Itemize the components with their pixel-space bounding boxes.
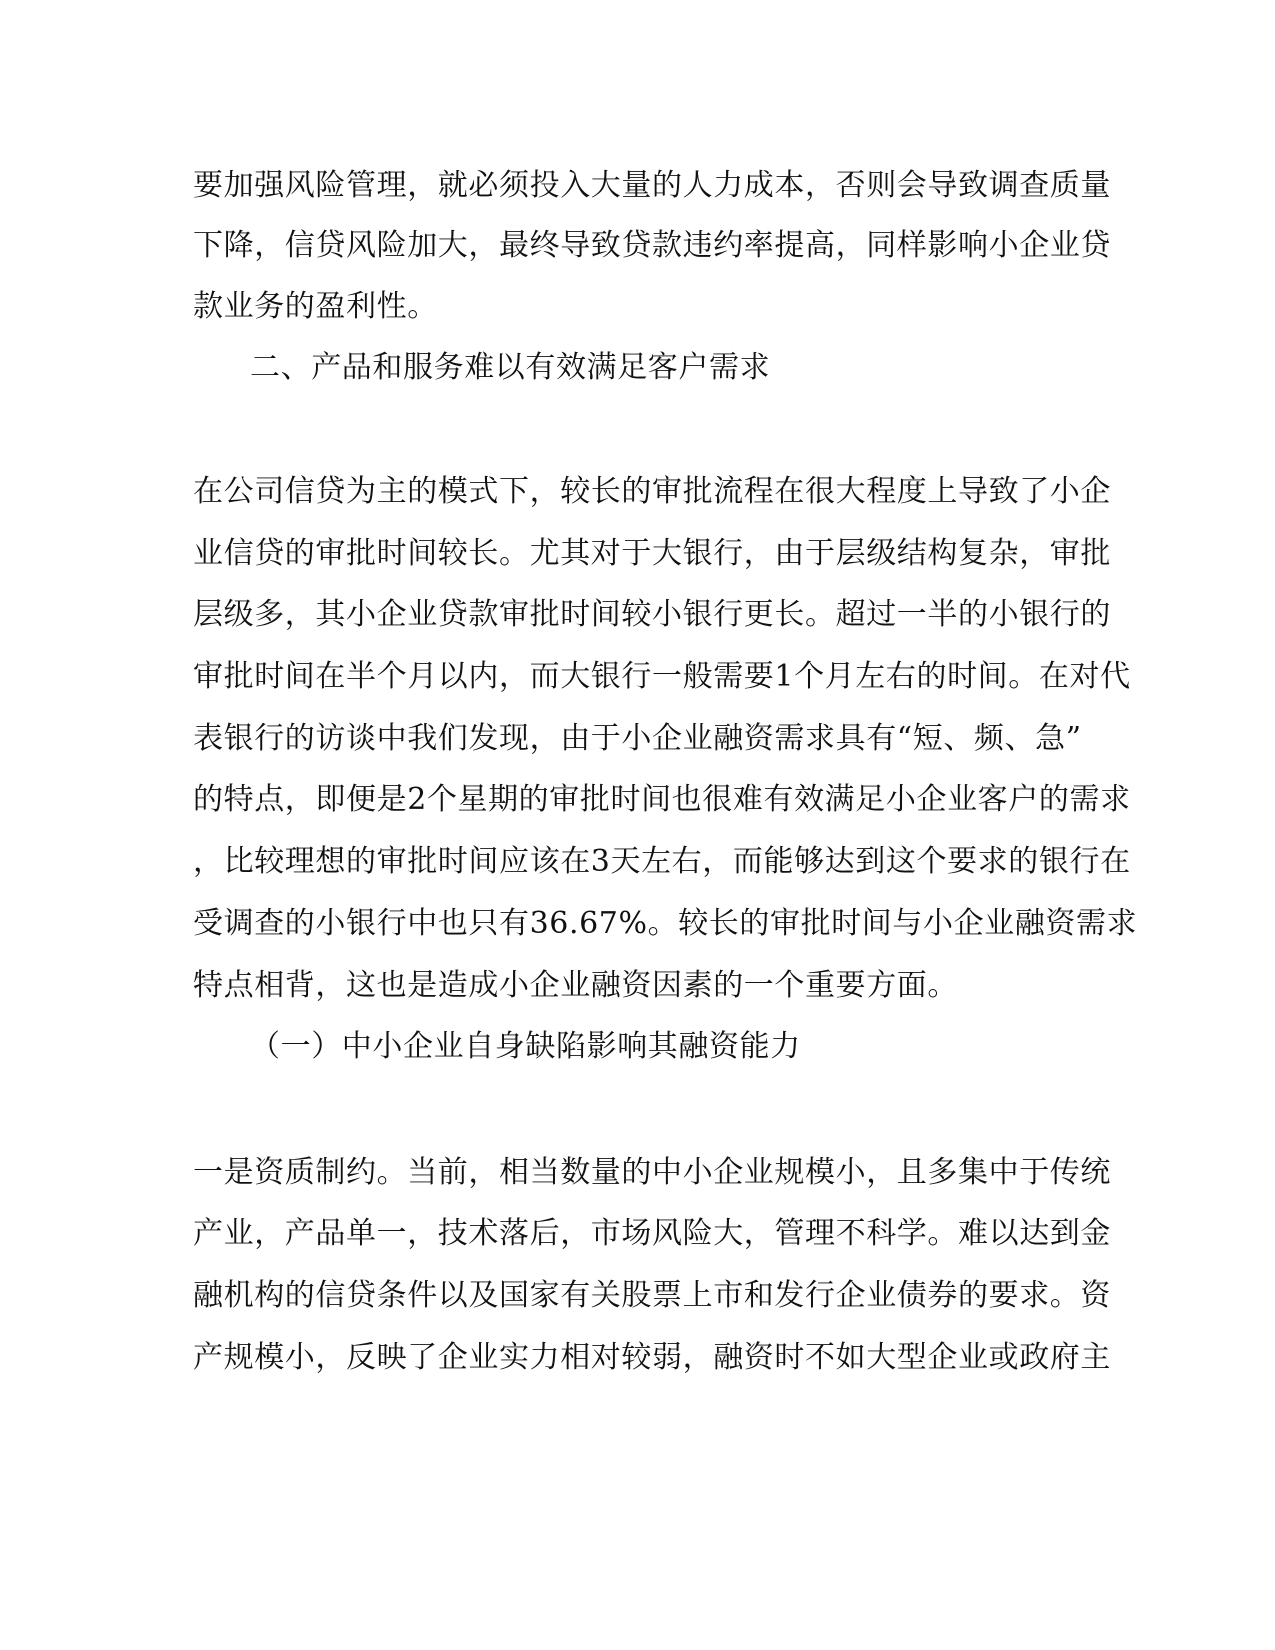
paragraph-line: 下降，信贷风险加大，最终导致贷款违约率提高，同样影响小企业贷 (193, 228, 1111, 263)
section-heading: （一）中小企业自身缺陷影响其融资能力 (250, 1029, 801, 1064)
paragraph-line: 层级多，其小企业贷款审批时间较小银行更长。超过一半的小银行的 (193, 597, 1111, 632)
section-heading: 二、产品和服务难以有效满足客户需求 (250, 350, 771, 385)
paragraph-line: 审批时间在半个月以内，而大银行一般需要1个月左右的时间。在对代 (193, 659, 1131, 694)
paragraph-line: 款业务的盈利性。 (193, 289, 438, 324)
paragraph-line: 产业，产品单一，技术落后，市场风险大，管理不科学。难以达到金 (193, 1216, 1111, 1251)
paragraph-line: ，比较理想的审批时间应该在3天左右，而能够达到这个要求的银行在 (193, 844, 1131, 879)
paragraph-line: 产规模小，反映了企业实力相对较弱，融资时不如大型企业或政府主 (193, 1340, 1111, 1375)
paragraph-line: 要加强风险管理，就必须投入大量的人力成本，否则会导致调查质量 (193, 168, 1111, 203)
paragraph-line: 一是资质制约。当前，相当数量的中小企业规模小，且多集中于传统 (193, 1155, 1111, 1190)
paragraph-line: 特点相背，这也是造成小企业融资因素的一个重要方面。 (193, 968, 958, 1003)
paragraph-line: 融机构的信贷条件以及国家有关股票上市和发行企业债券的要求。资 (193, 1278, 1111, 1313)
paragraph-line: 的特点，即便是2个星期的审批时间也很难有效满足小企业客户的需求 (193, 782, 1131, 817)
paragraph-line: 业信贷的审批时间较长。尤其对于大银行，由于层级结构复杂，审批 (193, 536, 1111, 571)
paragraph-line: 在公司信贷为主的模式下，较长的审批流程在很大程度上导致了小企 (193, 474, 1111, 509)
paragraph-line: 表银行的访谈中我们发现，由于小企业融资需求具有“短、频、急” (193, 721, 1082, 756)
paragraph-line: 受调查的小银行中也只有36.67%。较长的审批时间与小企业融资需求 (193, 906, 1138, 941)
